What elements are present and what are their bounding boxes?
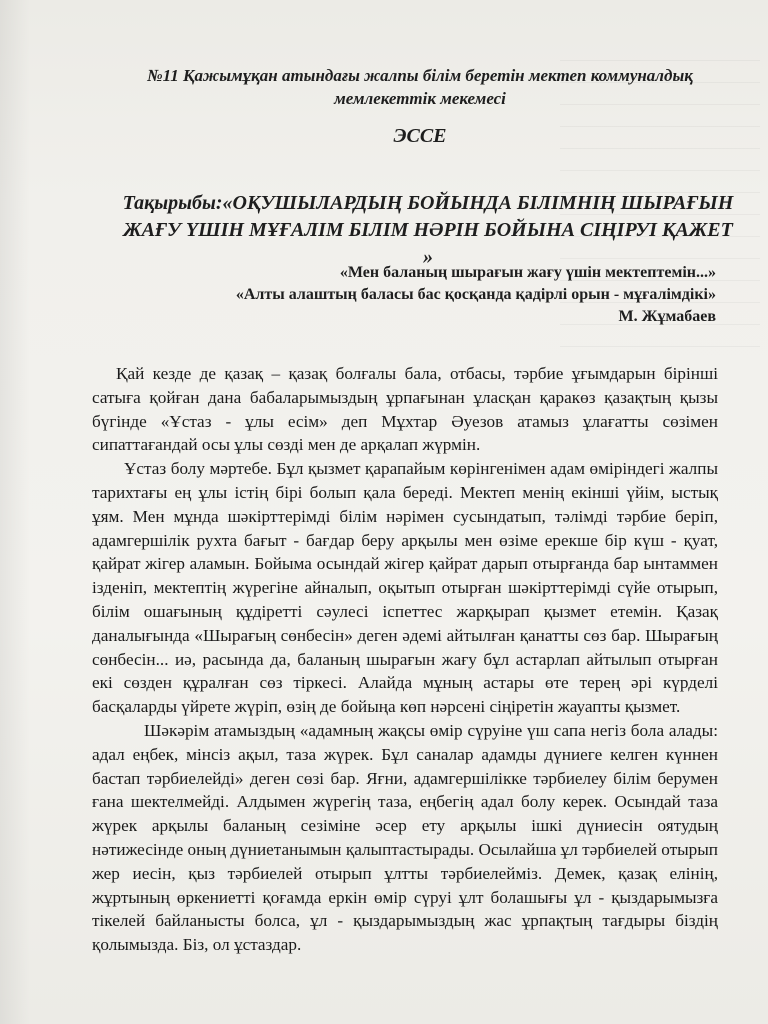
epigraph-quote1: «Мен баланың шырағын жағу үшін мектептемін...»: [339, 264, 716, 281]
epigraph: [96, 262, 716, 328]
school-header: [110, 64, 730, 110]
paragraph-3: Шәкәрім атамыздың «адамның жақсы өмір сүруіне үш сапа негіз бола алады: адал еңбек, мінсіз ақыл, таза жүрек. Бұл саналар адамды дүниеге келген күннен бастап тәрбиелейді» деген сөзі бар. Яғни, адамгершілікке тәрбиелеу білім берумен ғана шектелмейді. Алдымен жүрегің таза, еңбегің адал болу керек. Осындай таза жүрек арқылы баланың сезіміне әсер ету арқылы ішкі дүниесін оятудың нәтижесінде оның дүниетанымын қалыптастырады. Осылайша ұл тәрбиелей отырып жер иесін, қыз тәрбиелей отырып ұлтты тәрбиелейміз. Демек, қазақ елінің, жұртының өркениетті қоғамда еркін өмір сүруі ұлт болашығы ұл - қыздарымызға тікелей байланысты болса, ұл - қыздарымыздың жас ұрпақтың тағдыры біздің қолымызда. Біз, ол ұстаздар.: [92, 720, 718, 955]
essay-title-line1: Тақырыбы:«ОҚУШЫЛАРДЫҢ БОЙЫНДА БІЛІМНІҢ ШЫРАҒЫН: [122, 192, 734, 214]
epigraph-quote2: «Алты алаштың баласы бас қосқанда қадірлі орын - мұғалімдікі»: [235, 286, 716, 303]
page-shadow: [0, 0, 30, 1024]
essay-body: [92, 362, 718, 957]
paragraph-2: Ұстаз болу мәртебе. Бұл қызмет қарапайым көрінгенімен адам өміріндегі жалпы тарихтағы ең ұлы істің бірі болып қала береді. Мектеп менің екінші үйім, ыстық ұям. Мен мұнда шәкірттерімді білім нәрімен сусындатып, тәлімді тәрбие беріп, адамгершілік рухта бағыт - бағдар беру арқылы мен өзіме ерекше бір күш - қуат, қайрат жігер аламын. Бойыма осындай жігер қайрат дарып отырғанда бар ынтаммен ізденіп, мектептің жүрегіне айналып, оқытып отырған шәкірттерімді сүйе отырып, білім ошағының құдіретті сәулесі іспеттес жарқырап қызмет етемін. Қазақ даналығында «Шырағың сөнбесін» деген әдемі айтылған қанатты сөз бар. Шырағың сөнбесін... иә, расында да, баланың шырағын жағу бұл астарлап айтылып отырған екі сөзден құралған сөз тіркесі. Алайда мұның астары өте терең әрі күрделі басқаларды үйрете жүріп, өзің де бойыңа көп нәрсені сіңіретін жауапты қызмет.: [92, 459, 718, 717]
epigraph-author: М. Жұмабаев: [618, 308, 716, 325]
essay-label: ЭССЕ: [393, 125, 447, 147]
essay-title-line2: ЖАҒУ ҮШІН МҰҒАЛІМ БІЛІМ НӘРІН БОЙЫНА СІҢІРУІ ҚАЖЕТ »: [123, 219, 733, 268]
paragraph-1: Қай кезде де қазақ – қазақ болғалы бала, отбасы, тәрбие ұғымдарын бірінші сатыға қойған дана бабаларымыздың ұрпағынан ұласқан қаракөз қазақтың қызы бүгінде «Ұстаз - ұлы есім» деп Мұхтар Әуезов атамыз ұлағатты сөзімен сипаттағандай осы ұлы сөзді мен де арқалап жүрмін.: [92, 364, 718, 455]
essay-title: [118, 190, 738, 271]
school-header-line2: мемлекеттік мекемесі: [334, 89, 506, 108]
school-header-line1: №11 Қажымұқан атындағы жалпы білім беретін мектеп коммуналдық: [147, 66, 693, 85]
